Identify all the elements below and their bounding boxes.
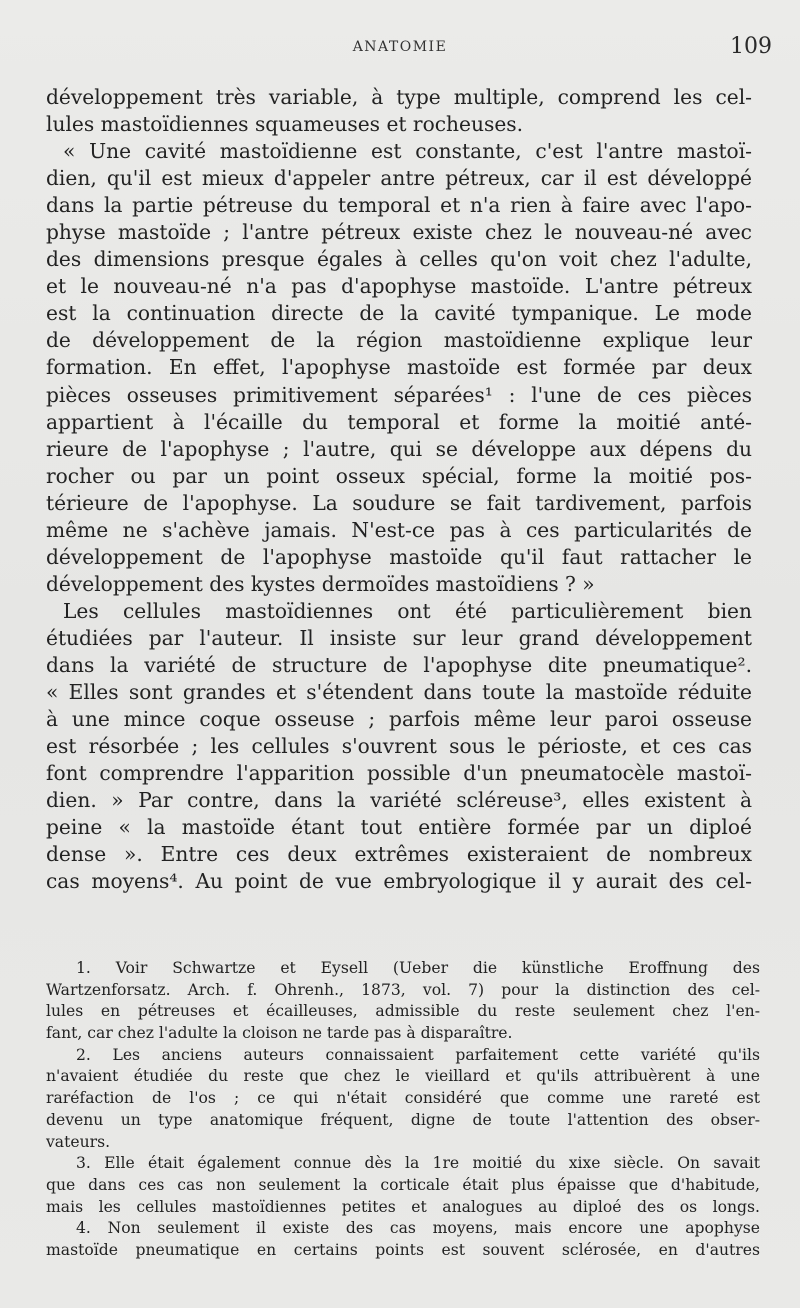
- page-number: 109: [730, 34, 772, 59]
- text-line: physe mastoïde ; l'antre pétreux existe chez le nouveau-né avec: [46, 220, 752, 245]
- footnote-line: que dans ces cas non seulement la corticale était plus épaisse que d'habitude,: [46, 1175, 760, 1194]
- text-line: étudiées par l'auteur. Il insiste sur leur grand développement: [46, 625, 752, 650]
- text-line: dans la variété de structure de l'apophyse dite pneumatique².: [46, 652, 752, 677]
- text-line: et le nouveau-né n'a pas d'apophyse mastoïde. L'antre pétreux: [46, 274, 752, 299]
- text-line: font comprendre l'apparition possible d'un pneumatocèle mastoï-: [46, 761, 752, 786]
- text-line: cas moyens⁴. Au point de vue embryologique il y aurait des cel-: [46, 869, 752, 894]
- text-line: des dimensions presque égales à celles qu'on voit chez l'adulte,: [46, 247, 752, 272]
- footnote-line: n'avaient étudiée du reste que chez le vieillard et qu'ils attribuèrent à une: [46, 1067, 760, 1086]
- footnote-line: 2. Les anciens auteurs connaissaient parfaitement cette variété qu'ils: [76, 1045, 760, 1064]
- footnote-line: vateurs.: [46, 1132, 111, 1151]
- running-title: ANATOMIE: [352, 39, 448, 55]
- footnote-line: lules en pétreuses et écailleuses, admissible du reste seulement chez l'en-: [46, 1002, 760, 1021]
- text-line: est la continuation directe de la cavité tympanique. Le mode: [46, 301, 752, 326]
- text-line: est résorbée ; les cellules s'ouvrent sous le périoste, et ces cas: [46, 734, 752, 759]
- footnote-line: 3. Elle était également connue dès la 1re moitié du xixe siècle. On savait: [76, 1154, 760, 1173]
- footnote-line: 4. Non seulement il existe des cas moyens, mais encore une apophyse: [76, 1219, 760, 1238]
- text-line: « Une cavité mastoïdienne est constante, c'est l'antre mastoï-: [63, 139, 752, 164]
- footnotes: [46, 958, 760, 1262]
- text-line: formation. En effet, l'apophyse mastoïde est formée par deux: [46, 355, 752, 380]
- text-line: développement de l'apophyse mastoïde qu'il faut rattacher le: [46, 544, 752, 569]
- footnote-line: mastoïde pneumatique en certains points est souvent sclérosée, en d'autres: [46, 1240, 760, 1259]
- text-line: dans la partie pétreuse du temporal et n'a rien à faire avec l'apo-: [46, 193, 752, 218]
- footnote-line: Wartzenforsatz. Arch. f. Ohrenh., 1873, vol. 7) pour la distinction des cel-: [46, 980, 760, 999]
- footnote-line: raréfaction de l'os ; ce qui n'était considéré que comme une rareté est: [46, 1089, 760, 1108]
- text-line: à une mince coque osseuse ; parfois même leur paroi osseuse: [46, 707, 752, 732]
- text-line: développement des kystes dermoïdes mastoïdiens ? »: [46, 571, 595, 596]
- text-line: appartient à l'écaille du temporal et forme la moitié anté-: [46, 409, 752, 434]
- text-line: lules mastoïdiennes squameuses et rocheuses.: [46, 112, 524, 137]
- footnote-line: 1. Voir Schwartze et Eysell (Ueber die künstliche Eroffnung des: [76, 959, 760, 977]
- text-line: « Elles sont grandes et s'étendent dans toute la mastoïde réduite: [46, 680, 752, 705]
- footnote-line: fant, car chez l'adulte la cloison ne tarde pas à disparaître.: [46, 1024, 513, 1043]
- text-line: Les cellules mastoïdiennes ont été particulièrement bien: [63, 598, 752, 623]
- text-line: dien. » Par contre, dans la variété scléreuse³, elles existent à: [46, 788, 752, 813]
- text-line: dien, qu'il est mieux d'appeler antre pétreux, car il est développé: [46, 166, 752, 191]
- text-line: même ne s'achève jamais. N'est-ce pas à ces particularités de: [46, 517, 752, 542]
- text-line: dense ». Entre ces deux extrêmes existeraient de nombreux: [46, 842, 752, 867]
- main-text: [46, 84, 752, 895]
- text-line: de développement de la région mastoïdienne explique leur: [46, 328, 752, 353]
- footnote-line: devenu un type anatomique fréquent, digne de toute l'attention des obser-: [46, 1110, 760, 1129]
- text-line: pièces osseuses primitivement séparées¹ : l'une de ces pièces: [46, 382, 752, 407]
- text-line: rieure de l'apophyse ; l'autre, qui se développe aux dépens du: [46, 436, 752, 461]
- text-line: développement très variable, à type multiple, comprend les cel-: [46, 85, 752, 109]
- text-line: térieure de l'apophyse. La soudure se fait tardivement, parfois: [46, 490, 752, 515]
- text-line: rocher ou par un point osseux spécial, forme la moitié pos-: [46, 463, 752, 488]
- footnote-line: mais les cellules mastoïdiennes petites et analogues au diploé des os longs.: [46, 1197, 760, 1216]
- text-line: peine « la mastoïde étant tout entière formée par un diploé: [46, 815, 752, 840]
